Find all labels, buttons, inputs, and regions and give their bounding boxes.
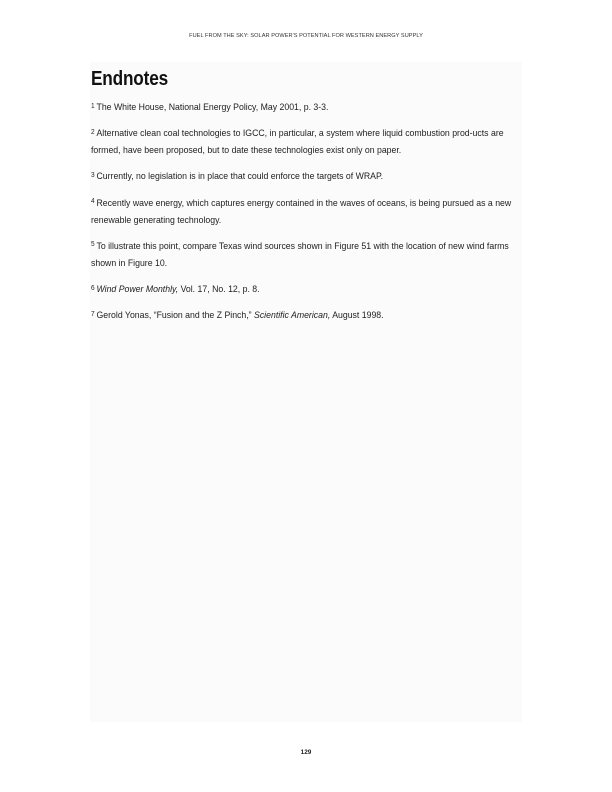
endnote-1 — [91, 98, 513, 115]
endnote-number: 3 — [91, 171, 95, 179]
endnote-7 — [91, 306, 513, 323]
endnote-text: Recently wave energy, which captures energy contained in the waves of oceans, is being pursued as a new renewable generating technology. — [91, 196, 512, 225]
endnote-text: Currently, no legislation is in place that could enforce the targets of WRAP. — [96, 170, 384, 182]
endnote-5 — [91, 237, 513, 271]
endnote-title-italic: Scientific American, — [254, 309, 331, 321]
endnote-text: The White House, National Energy Policy, May 2001, p. 3-3. — [96, 101, 329, 112]
endnote-text: Gerold Yonas, “Fusion and the Z Pinch,” — [96, 309, 255, 321]
section-title: Endnotes — [91, 68, 168, 90]
endnote-text: Alternative clean coal technologies to IGCC, in particular, a system where liquid combustion prod-ucts are formed, have been proposed, but to date these technologies exist only on paper. — [91, 127, 504, 156]
endnote-number: 1 — [91, 102, 95, 110]
endnote-number: 7 — [91, 310, 95, 318]
endnote-number: 6 — [91, 284, 95, 292]
endnote-3 — [91, 167, 513, 184]
endnote-6 — [91, 280, 513, 297]
endnote-text: Vol. 17, No. 12, p. 8. — [178, 282, 260, 294]
endnote-number: 5 — [91, 241, 95, 249]
endnote-text: To illustrate this point, compare Texas wind sources shown in Figure 51 with the location of new wind farms shown in Figure 10. — [91, 239, 509, 268]
endnote-text: August 1998. — [330, 309, 384, 321]
endnotes-list — [91, 98, 513, 332]
running-header: FUEL FROM THE SKY: SOLAR POWER'S POTENTIAL FOR WESTERN ENERGY SUPPLY — [189, 33, 423, 39]
endnote-4 — [91, 194, 513, 228]
endnote-number: 4 — [91, 198, 95, 206]
endnote-title-italic: Wind Power Monthly, — [96, 282, 179, 294]
endnote-2 — [91, 124, 513, 158]
page-number: 129 — [300, 749, 312, 756]
endnote-number: 2 — [91, 128, 95, 136]
